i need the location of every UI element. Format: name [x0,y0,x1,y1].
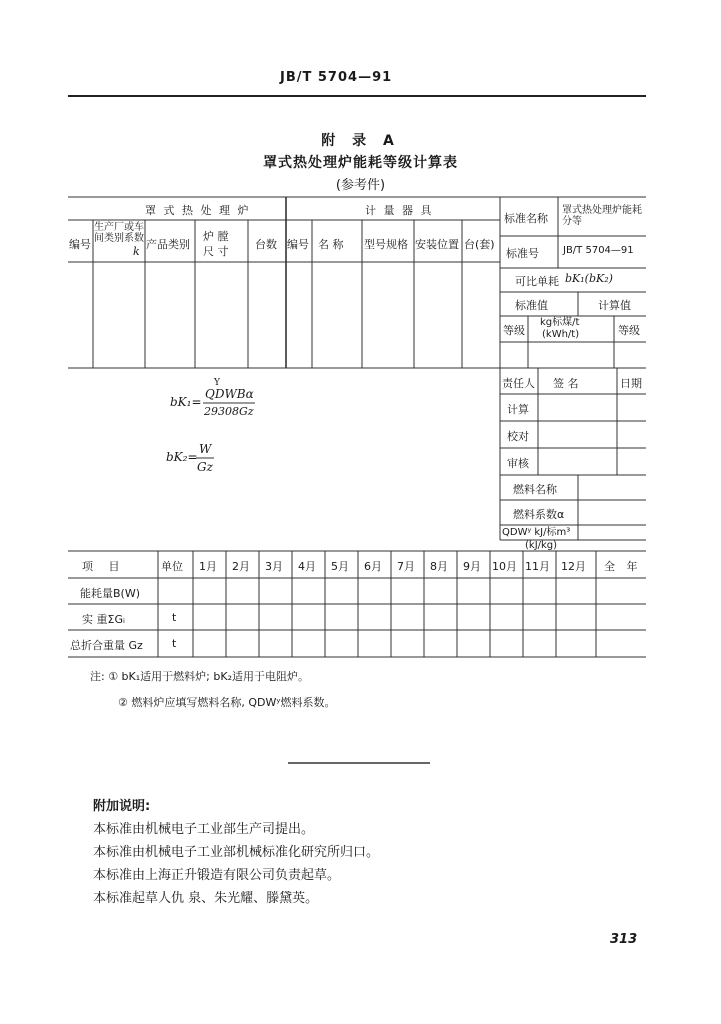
month-3: 3月 [265,560,283,573]
col-chamber-a: 炉 膛 [203,230,229,243]
monthly-unit-header: 单位 [161,560,183,573]
month-8: 8月 [430,560,448,573]
month-5: 5月 [331,560,349,573]
month-4: 4月 [298,560,316,573]
meter-col-name: 名 称 [318,238,344,251]
month-1: 1月 [199,560,217,573]
fuel-name-label: 燃料名称 [513,483,557,496]
page-subtitle: (参考件) [335,178,386,193]
comparable-energy-label: 可比单耗 [515,275,559,288]
col-factory-k: k [133,245,140,258]
meter-col-position: 安装位置 [415,238,459,251]
monthly-item-header: 项 目 [82,560,126,573]
page-number: 313 [610,932,638,947]
page-title: 罩式热处理炉能耗等级计算表 [263,155,458,171]
standard-name-label: 标准名称 [504,212,548,225]
standard-number-value: JB/T 5704—91 [563,245,634,256]
note-2: ② 燃料炉应填写燃料名称, QDWʸ燃料系数。 [118,696,336,709]
standard-value-label: 标准值 [515,299,548,312]
standard-name-value: 罩式热处理炉能耗分等 [562,205,642,227]
formula-1-lhs: bK₁= [170,395,202,409]
comparable-energy-symbol: bK₁(bK₂) [565,272,613,285]
check-label: 校对 [507,430,529,443]
standard-number-label: 标准号 [506,247,539,260]
furnace-group-header: 罩 式 热 处 理 炉 [145,204,251,217]
month-10: 10月 [492,560,517,573]
col-factory-category: 生产厂或车间类别系数 [94,222,144,244]
signature-label: 签 名 [553,377,579,390]
meter-col-no: 编号 [287,238,309,251]
calc-label: 计算 [507,403,529,416]
heat-value-line-2: (kJ/kg) [525,540,558,551]
heat-value-line-1: QDWʸ kJ/标m³ [502,527,571,538]
formula-1-sup: Y [214,378,220,388]
appendix-label: 附 录 A [321,133,400,149]
additional-line-3: 本标准由上海正升锻造有限公司负责起草。 [93,868,341,883]
month-11: 11月 [525,560,550,573]
grade-label-right: 等级 [618,324,640,337]
month-7: 7月 [397,560,415,573]
formula-2-denominator: Gz [197,460,213,474]
row-total-unit: t [172,637,177,650]
date-label: 日期 [620,377,642,390]
month-2: 2月 [232,560,250,573]
col-no: 编号 [69,238,91,251]
unit-line-1: kg标煤/t [540,317,580,328]
additional-line-1: 本标准由机械电子工业部生产司提出。 [93,822,315,837]
additional-line-4: 本标准起草人仇 泉、朱光耀、滕黛英。 [93,891,319,906]
meter-col-model: 型号规格 [364,238,408,251]
standard-number-header: JB/T 5704—91 [280,70,393,85]
month-6: 6月 [364,560,382,573]
note-1: 注: ① bK₁适用于燃料炉; bK₂适用于电阻炉。 [90,670,309,683]
col-chamber-b: 尺 寸 [203,245,229,258]
formula-2-numerator: W [199,442,212,456]
col-product-category: 产品类别 [146,238,190,251]
row-total-label: 总折合重量 Gz [70,639,143,652]
additional-heading: 附加说明: [93,799,151,814]
month-12: 12月 [561,560,586,573]
row-weight-label: 实 重ΣGᵢ [82,613,125,626]
row-energy-label: 能耗量B(W) [80,587,141,600]
additional-line-2: 本标准由机械电子工业部机械标准化研究所归口。 [93,845,380,860]
meter-group-header: 计 量 器 具 [365,204,434,217]
year-total-header: 全 年 [604,560,642,573]
formula-1-numerator: QDWBα [205,387,254,401]
unit-line-2: (kWh/t) [542,329,580,340]
row-weight-unit: t [172,611,177,624]
grade-label-left: 等级 [503,324,525,337]
col-count: 台数 [255,238,277,251]
formula-1-denominator: 29308Gz [204,405,254,418]
fuel-coefficient-label: 燃料系数α [513,508,565,521]
review-label: 审核 [507,457,529,470]
meter-col-units: 台(套) [464,238,495,251]
month-9: 9月 [463,560,481,573]
calculated-value-label: 计算值 [598,299,631,312]
responsible-label: 责任人 [502,377,535,390]
formula-2-lhs: bK₂= [166,450,198,464]
